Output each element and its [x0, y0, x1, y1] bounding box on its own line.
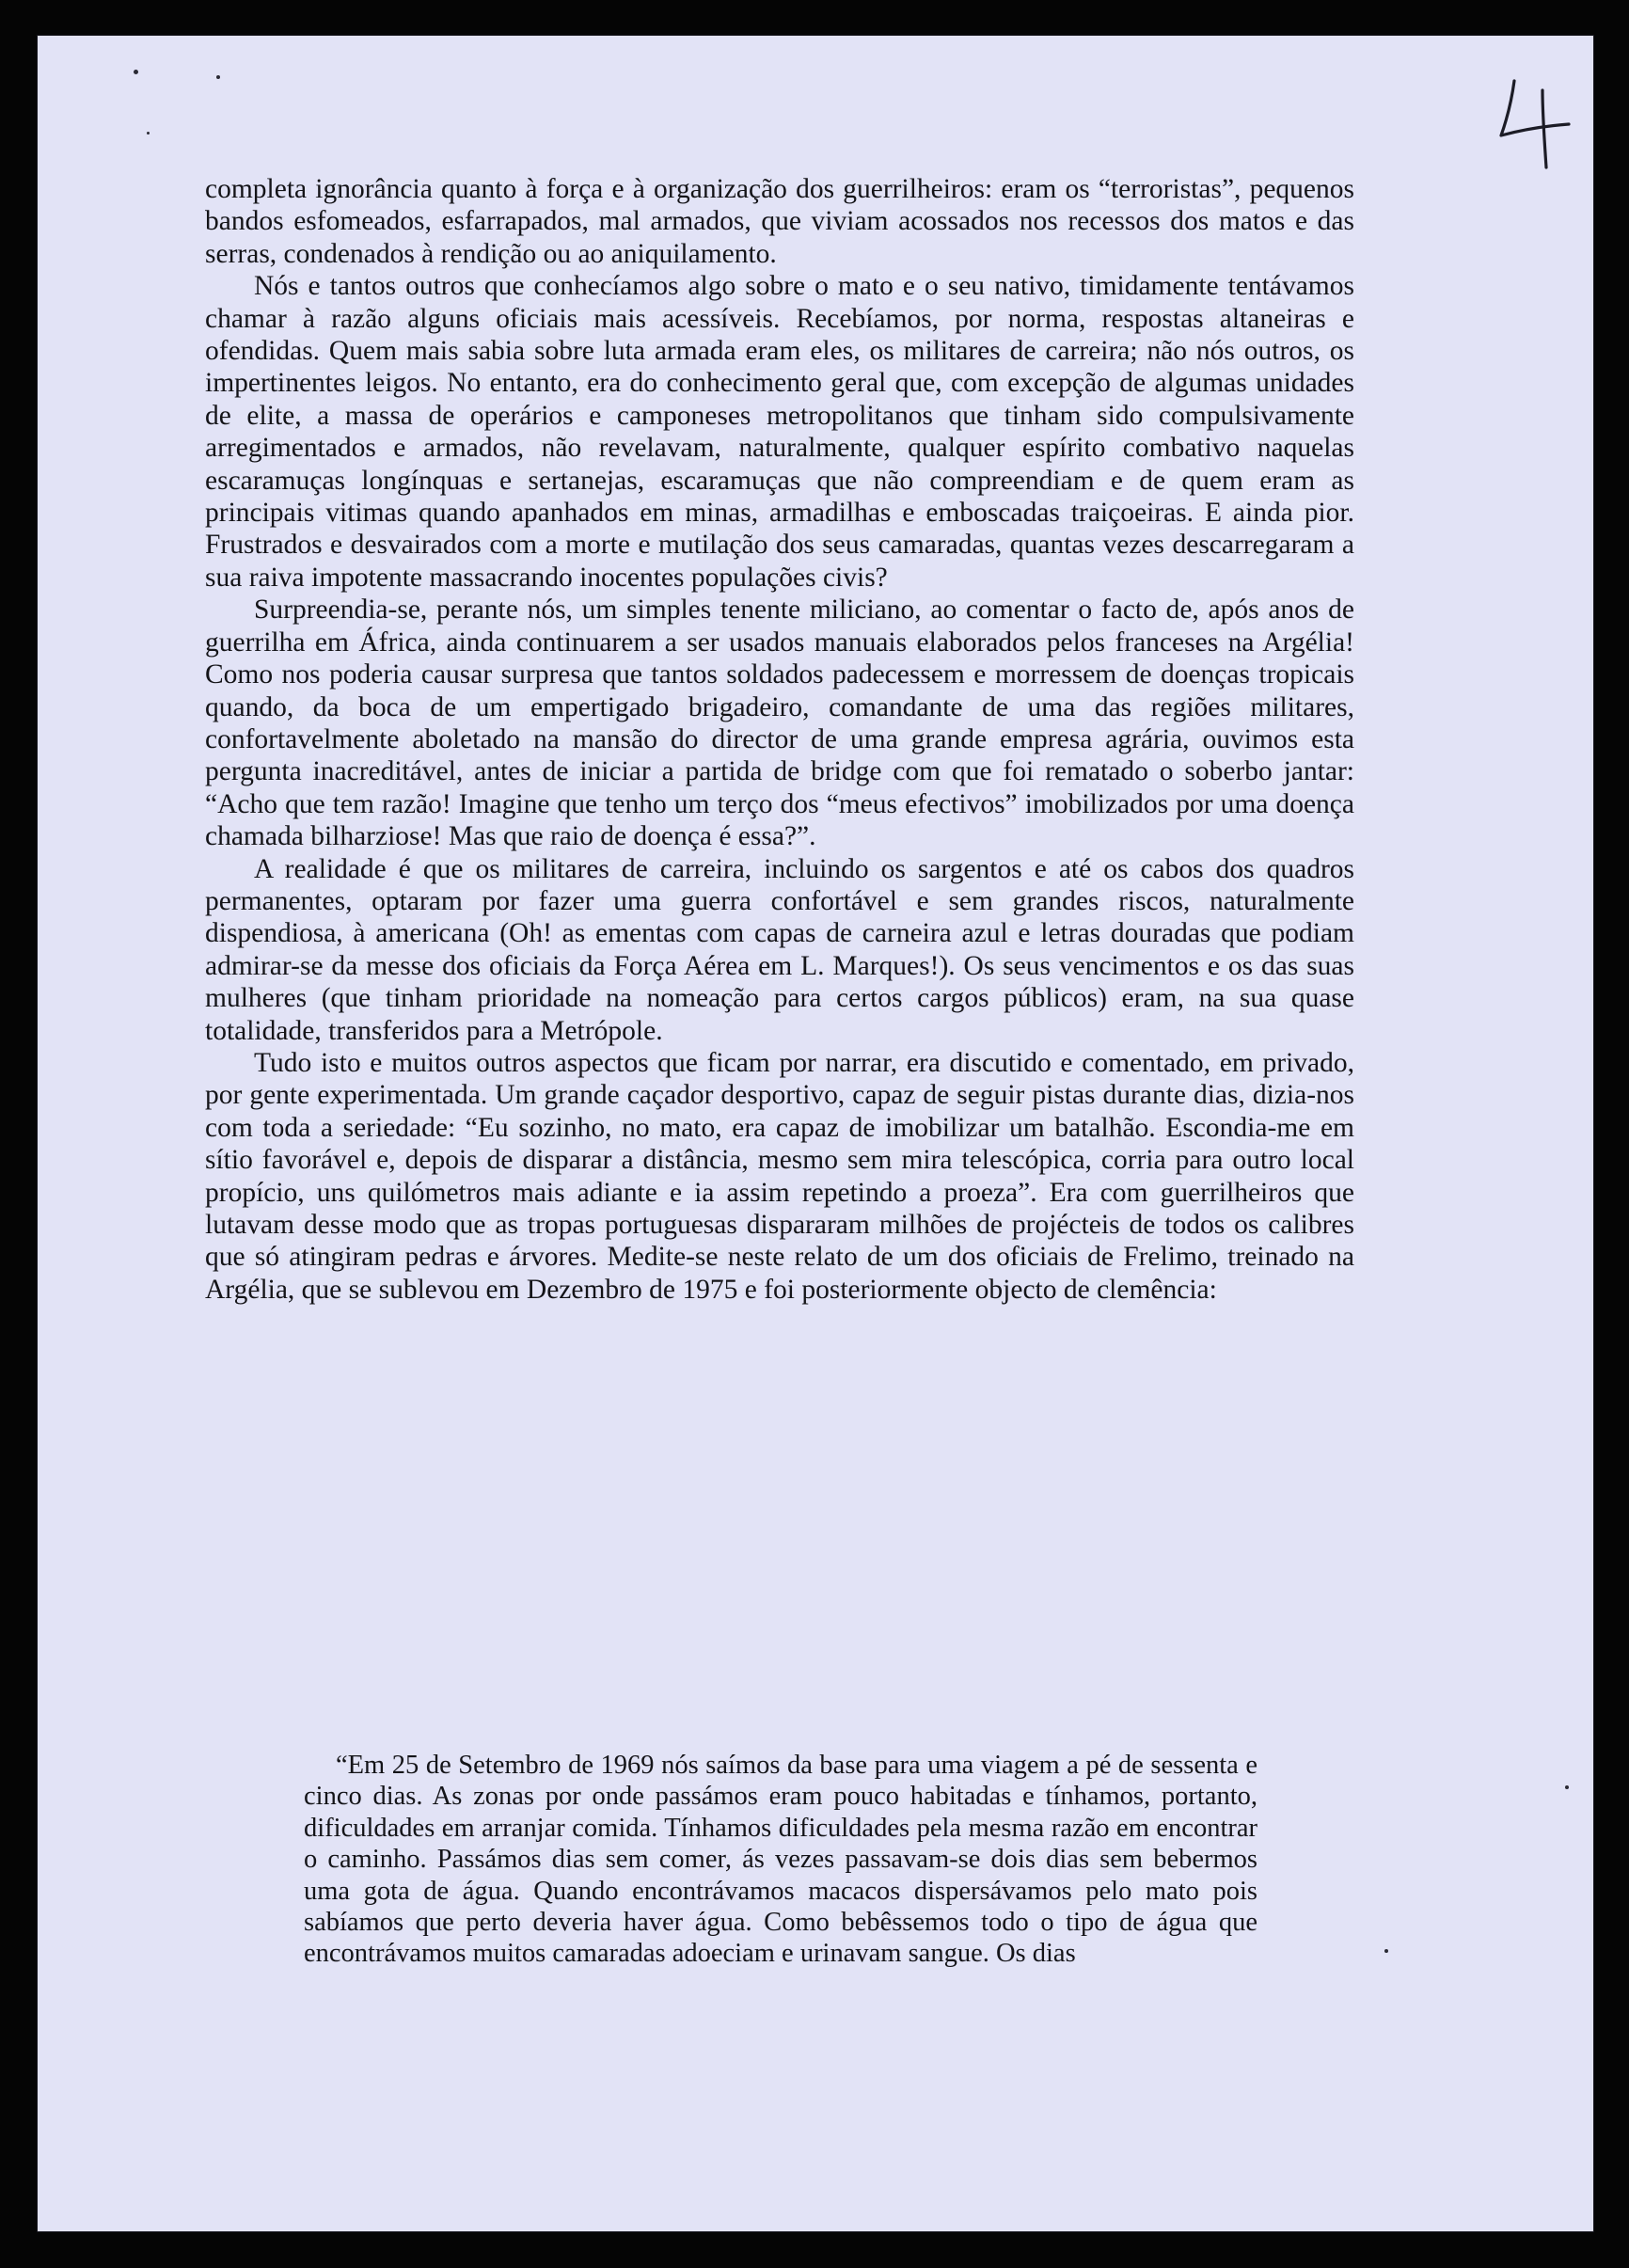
body-text [205, 173, 1354, 1306]
scan-speck [147, 132, 150, 135]
paragraph: A realidade é que os militares de carreira, incluindo os sargentos e até os cabos dos quadros permanentes, optaram por fazer uma guerra confortável e sem grandes riscos, naturalmente dispendiosa, à americana (Oh! as ementas com capas de carneira azul e letras douradas que podiam admirar-se da messe dos oficiais da Força Aérea em L. Marques!). Os seus vencimentos e os das suas mulheres (que tinham prioridade na nomeação para certos cargos públicos) eram, na sua quase totalidade, transferidos para a Metrópole. [205, 853, 1354, 1046]
paragraph: Surpreendia-se, perante nós, um simples tenente miliciano, ao comentar o facto de, após anos de guerrilha em África, ainda continuarem a ser usados manuais elaborados pelos franceses na Argélia! Como nos poderia causar surpresa que tantos soldados padecessem e morressem de doenças tropicais quando, da boca de um empertigado brigadeiro, comandante de uma das regiões militares, confortavelmente aboletado na mansão do director de uma grande empresa agrária, ouvimos esta pergunta inacreditável, antes de iniciar a partida de bridge com que foi rematado o soberbo jantar: “Acho que tem razão! Imagine que tenho um terço dos “meus efectivos” imobilizados por uma doença chamada bilharziose! Mas que raio de doença é essa?”. [205, 595, 1354, 852]
handwritten-page-number [1486, 73, 1580, 177]
page-number-glyph [1486, 73, 1580, 177]
scan-speck [1384, 1949, 1388, 1953]
scan-speck [216, 75, 220, 79]
scan-speck [134, 70, 138, 74]
paragraph: Tudo isto e muitos outros aspectos que ficam por narrar, era discutido e comentado, em privado, por gente experimentada. Um grande caçador desportivo, capaz de seguir pistas durante dias, dizia-nos com toda a seriedade: “Eu sozinho, no mato, era capaz de imobilizar um batalhão. Escondia-me em sítio favorável e, depois de disparar a distância, mesmo sem mira telescópica, corria para outro local propício, uns quilómetros mais adiante e ia assim repetindo a proeza”. Era com guerrilheiros que lutavam desse modo que as tropas portuguesas dispararam milhões de projécteis de todos os calibres que só atingiram pedras e árvores. Medite-se neste relato de um dos oficiais de Frelimo, treinado na Argélia, que se sublevou em Dezembro de 1975 e foi posteriormente objecto de clemência: [205, 1047, 1354, 1305]
block-quote [304, 1750, 1257, 1970]
quote-text: “Em 25 de Setembro de 1969 nós saímos da base para uma viagem a pé de sessenta e cinco dias. As zonas por onde passámos eram pouco habitadas e tínhamos, portanto, dificuldades em arranjar comida. Tínhamos dificuldades pela mesma razão em encontrar o caminho. Passámos dias sem comer, ás vezes passavam-se dois dias sem bebermos uma gota de água. Quando encontrávamos macacos dispersávamos pelo mato pois sabíamos que perto deveria haver água. Como bebêssemos todo o tipo de água que encontrávamos muitos camaradas adoeciam e urinavam sangue. Os dias [304, 1751, 1257, 1969]
scan-speck [1565, 1785, 1569, 1789]
paragraph: completa ignorância quanto à força e à organização dos guerrilheiros: eram os “terroristas”, pequenos bandos esfomeados, esfarrapados, mal armados, que viviam acossados nos recessos dos matos e das serras, condenados à rendição ou ao aniquilamento. [205, 174, 1354, 269]
paragraph: Nós e tantos outros que conhecíamos algo sobre o mato e o seu nativo, timidamente tentávamos chamar à razão alguns oficiais mais acessíveis. Recebíamos, por norma, respostas altaneiras e ofendidas. Quem mais sabia sobre luta armada eram eles, os militares de carreira; não nós outros, os impertinentes leigos. No entanto, era do conhecimento geral que, com excepção de algumas unidades de elite, a massa de operários e camponeses metropolitanos que tinham sido compulsivamente arregimentados e armados, não revelavam, naturalmente, qualquer espírito combativo naquelas escaramuças longínquas e sertanejas, escaramuças que não compreendiam e de quem eram as principais vitimas quando apanhados em minas, armadilhas e emboscadas traiçoeiras. E ainda pior. Frustrados e desvairados com a morte e mutilação dos seus camaradas, quantas vezes descarregaram a sua raiva impotente massacrando inocentes populações civis? [205, 271, 1354, 593]
